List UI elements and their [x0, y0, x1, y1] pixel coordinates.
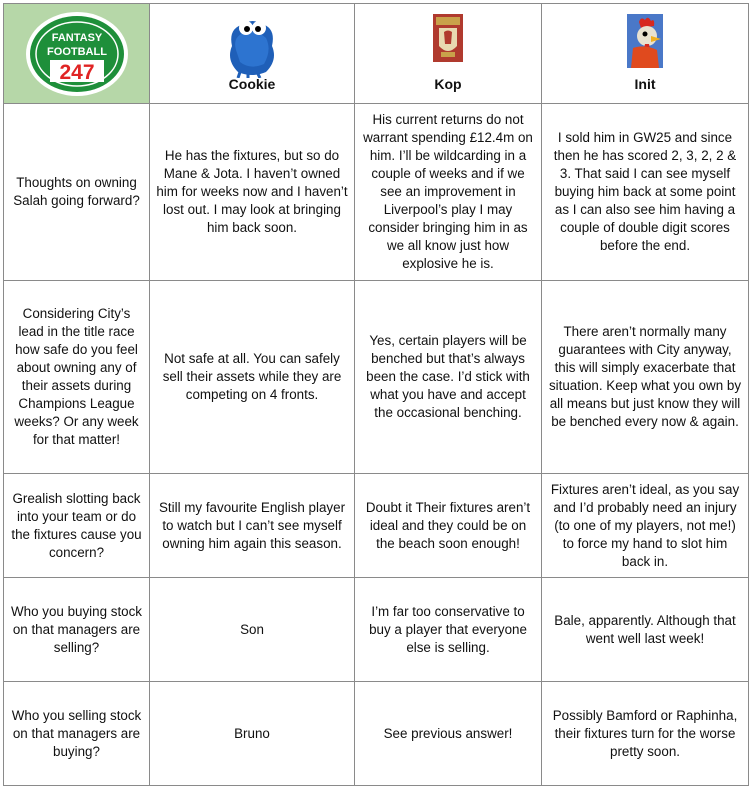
- table-row: [4, 104, 749, 281]
- header-cookie: [150, 4, 355, 104]
- column-name: Init: [634, 76, 656, 92]
- svg-text:FANTASY: FANTASY: [51, 31, 102, 44]
- answer-cell-kop: I’m far too conservative to buy a player that everyone else is selling.: [355, 578, 542, 682]
- answer-cell-cookie: Bruno: [150, 682, 355, 786]
- answer-cell-init: Possibly Bamford or Raphinha, their fixtures turn for the worse pretty soon.: [542, 682, 749, 786]
- liverpool-crest-icon: [433, 14, 463, 62]
- table-row: [4, 682, 749, 786]
- svg-text:247: 247: [58, 60, 95, 84]
- answer-cell-init: There aren’t normally many guarantees with City anyway, this will simply exacerbate that situation. Keep what you own by all means but just know they will be benched every now & again.: [542, 281, 749, 474]
- answer-cell-init: Fixtures aren’t ideal, as you say and I’d probably need an injury (to one of my players, not me!) to force my hand to slot him back in.: [542, 474, 749, 578]
- logo-cell: [4, 4, 150, 104]
- answer-cell-kop: Doubt it Their fixtures aren’t ideal and they could be on the beach soon enough!: [355, 474, 542, 578]
- answer-cell-cookie: Still my favourite English player to watch but I can’t see myself owning him again this season.: [150, 474, 355, 578]
- table-row: [4, 578, 749, 682]
- answer-cell-cookie: He has the fixtures, but so do Mane & Jota. I haven’t owned him for weeks now and I haven’t lost out. I may look at bringing him back soon.: [150, 104, 355, 281]
- qa-table: [3, 3, 749, 786]
- rooster-icon: [627, 14, 663, 68]
- header-kop: [355, 4, 542, 104]
- answer-cell-kop: Yes, certain players will be benched but that’s always been the case. I’d stick with what you have and accept the occasional benching.: [355, 281, 542, 474]
- table-row: [4, 281, 749, 474]
- column-name: Kop: [434, 76, 462, 92]
- question-cell: Grealish slotting back into your team or do the fixtures cause you concern?: [4, 474, 150, 578]
- question-cell: Who you buying stock on that managers are selling?: [4, 578, 150, 682]
- header-init: [542, 4, 749, 104]
- table-row: [4, 474, 749, 578]
- answer-cell-kop: See previous answer!: [355, 682, 542, 786]
- answer-cell-cookie: Son: [150, 578, 355, 682]
- answer-cell-cookie: Not safe at all. You can safely sell their assets while they are competing on 4 fronts.: [150, 281, 355, 474]
- question-cell: Thoughts on owning Salah going forward?: [4, 104, 150, 281]
- header-row: [4, 4, 749, 104]
- answer-cell-init: Bale, apparently. Although that went well last week!: [542, 578, 749, 682]
- svg-text:FOOTBALL: FOOTBALL: [46, 45, 107, 58]
- question-cell: Considering City’s lead in the title race how safe do you feel about owning any of their assets during Champions League weeks? Or any week for that matter!: [4, 281, 150, 474]
- fantasy-football-247-logo-icon: [24, 10, 130, 98]
- question-cell: Who you selling stock on that managers are buying?: [4, 682, 150, 786]
- answer-cell-init: I sold him in GW25 and since then he has scored 2, 3, 2, 2 & 3. That said I can see myself buying him back at some point as I can also see him having a couple of double digit scores before the end.: [542, 104, 749, 281]
- answer-cell-kop: His current returns do not warrant spending £12.4m on him. I’ll be wildcarding in a couple of weeks and if we see an improvement in Liverpool’s play I may consider bringing him in as we all know just how explosive he is.: [355, 104, 542, 281]
- cookie-monster-icon: [222, 16, 282, 78]
- column-name: Cookie: [228, 76, 276, 92]
